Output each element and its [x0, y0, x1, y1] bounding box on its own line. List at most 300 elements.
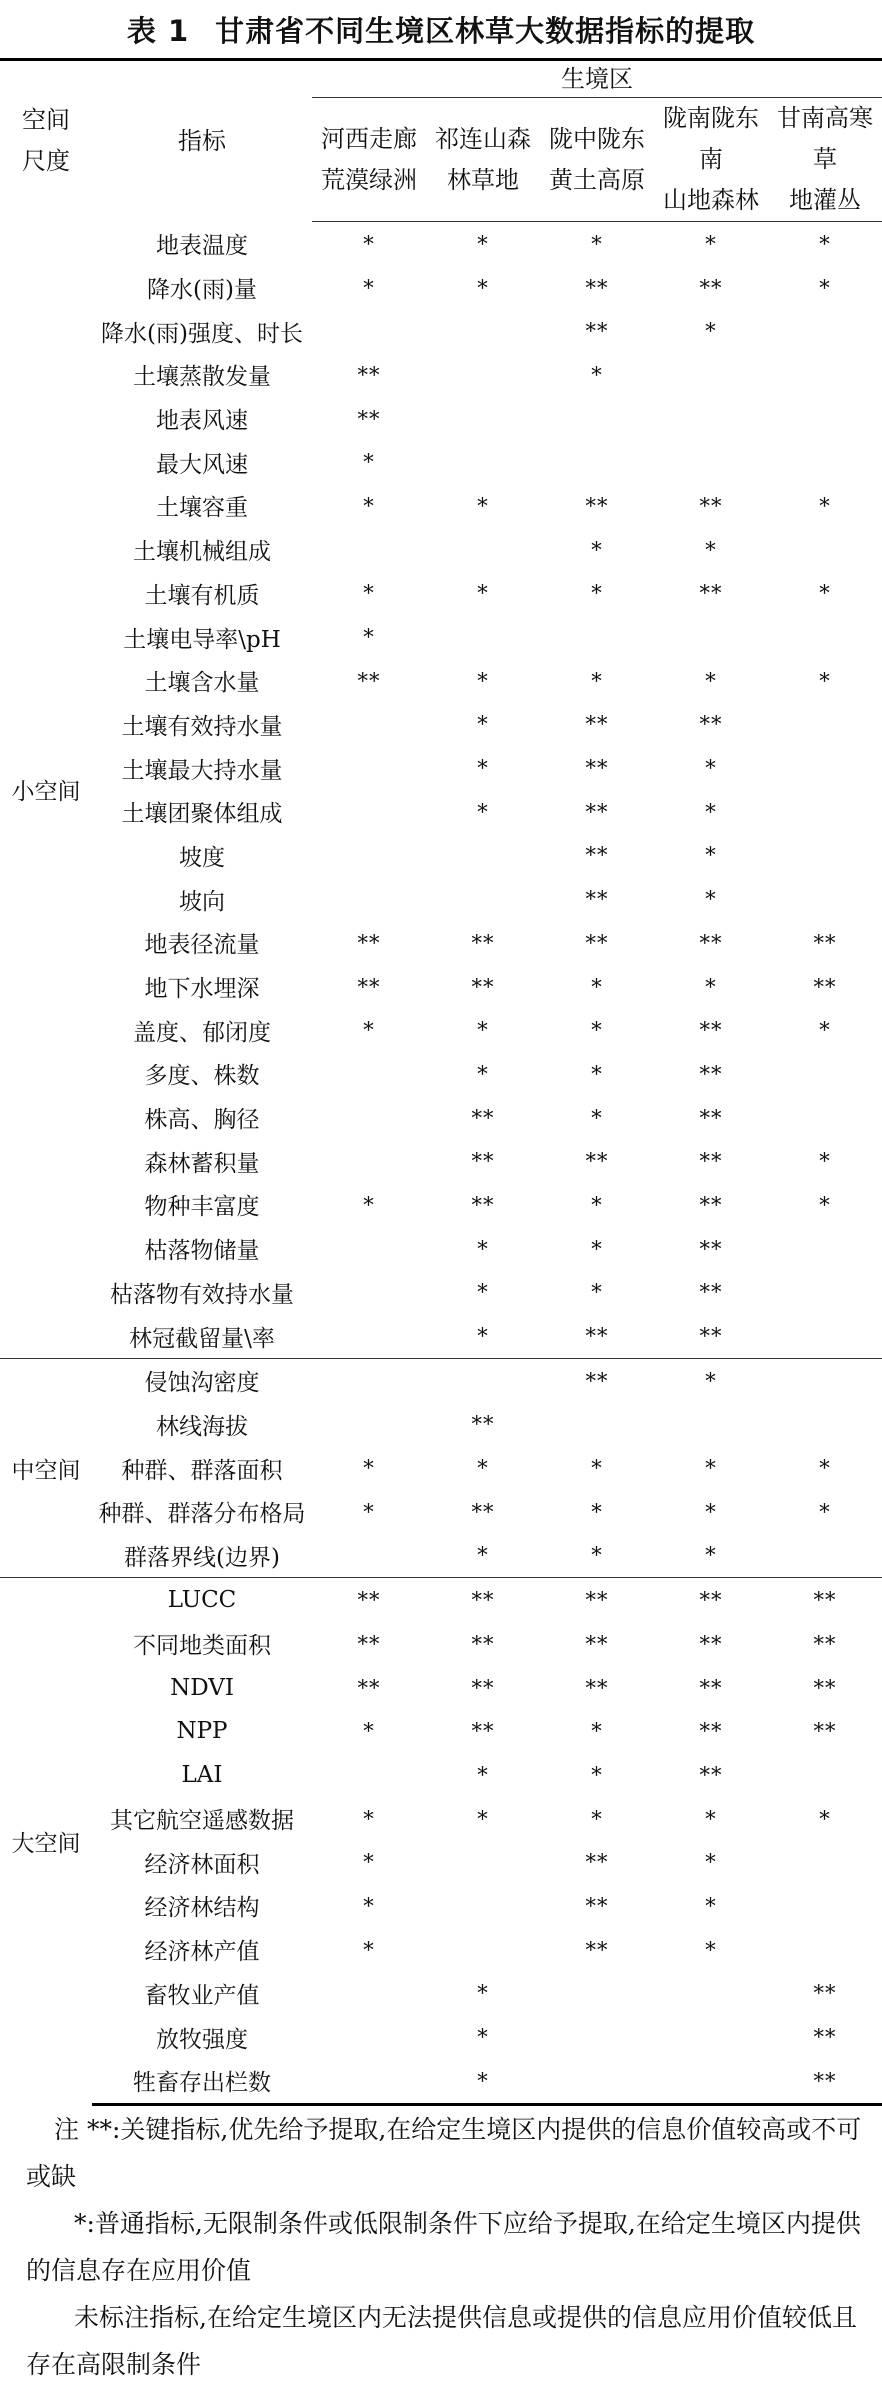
importance-mark	[768, 1052, 882, 1096]
importance-mark: **	[699, 1236, 723, 1261]
importance-mark: *	[363, 493, 375, 518]
importance-mark: *	[819, 231, 831, 256]
importance-mark	[426, 1840, 540, 1884]
importance-mark	[768, 440, 882, 484]
importance-mark	[768, 397, 882, 441]
importance-mark: *	[363, 1456, 375, 1481]
importance-mark: *	[819, 1149, 831, 1174]
indicator-name: LUCC	[92, 1578, 312, 1622]
large-scale-group	[0, 1578, 882, 2104]
importance-mark: *	[477, 2025, 489, 2050]
importance-mark: *	[363, 625, 375, 650]
indicator-name: 坡度	[179, 844, 225, 871]
importance-mark: *	[819, 1192, 831, 1217]
importance-mark: *	[477, 1456, 489, 1481]
indicator-name: 盖度、郁闭度	[133, 1019, 271, 1046]
importance-mark	[426, 877, 540, 921]
importance-mark	[768, 309, 882, 353]
region-header-hexi: 河西走廊 荒漠绿洲	[312, 98, 426, 222]
importance-mark: *	[591, 1018, 603, 1043]
indicator-name: 多度、株数	[144, 1063, 260, 1090]
importance-mark: *	[363, 1719, 375, 1744]
table-row	[0, 703, 882, 747]
indicator-name: 经济林结构	[144, 1895, 260, 1922]
importance-mark: *	[705, 1499, 717, 1524]
importance-mark: *	[591, 1192, 603, 1217]
importance-mark	[654, 615, 768, 659]
importance-mark: *	[477, 1981, 489, 2006]
importance-mark: **	[585, 887, 609, 912]
importance-mark	[312, 1052, 426, 1096]
table-row	[0, 1797, 882, 1841]
importance-mark: **	[813, 1631, 837, 1656]
importance-mark	[426, 528, 540, 572]
region-header-gannan: 甘南高寒草 地灌丛	[768, 98, 882, 222]
importance-mark	[540, 397, 654, 441]
importance-mark	[312, 746, 426, 790]
importance-mark: *	[477, 1324, 489, 1349]
table-row	[0, 1227, 882, 1271]
importance-mark: *	[363, 1893, 375, 1918]
medium-scale-group	[0, 1358, 882, 1577]
region-header-longzhong: 陇中陇东 黄土高原	[540, 98, 654, 222]
table-row	[0, 1666, 882, 1710]
importance-mark: *	[819, 1456, 831, 1481]
importance-mark	[540, 2059, 654, 2104]
importance-mark	[312, 1753, 426, 1797]
importance-mark: **	[471, 1719, 495, 1744]
importance-mark	[426, 1928, 540, 1972]
importance-mark	[312, 1271, 426, 1315]
importance-mark	[540, 615, 654, 659]
table-row	[0, 1840, 882, 1884]
indicator-name: 土壤有机质	[144, 582, 260, 609]
importance-mark: **	[585, 1675, 609, 1700]
table-row	[0, 1271, 882, 1315]
indicator-name: 株高、胸径	[144, 1107, 260, 1134]
importance-mark: **	[585, 1324, 609, 1349]
spatial-scale-cell: 中空间	[0, 1358, 92, 1577]
importance-mark: **	[540, 1578, 654, 1622]
indicator-name: 经济林产值	[144, 1939, 260, 1966]
importance-mark	[312, 1358, 426, 1402]
indicator-name: NPP	[176, 1718, 228, 1745]
note-normal-indicator: *:普通指标,无限制条件或低限制条件下应给予提取,在给定生境区内提供的信息存在应用价值	[26, 2209, 861, 2285]
indicator-name: 侵蚀沟密度	[92, 1358, 312, 1402]
importance-mark	[426, 1884, 540, 1928]
importance-mark: **	[471, 1631, 495, 1656]
importance-mark	[768, 1753, 882, 1797]
importance-mark: **	[813, 1981, 837, 2006]
importance-mark: *	[477, 1762, 489, 1787]
table-row	[0, 1403, 882, 1447]
table-row	[0, 746, 882, 790]
importance-mark: *	[705, 843, 717, 868]
importance-mark: *	[363, 450, 375, 475]
importance-mark: **	[471, 1499, 495, 1524]
indicator-name: 地下水埋深	[144, 976, 260, 1003]
table-row	[0, 397, 882, 441]
importance-mark: **	[768, 2059, 882, 2104]
importance-mark: *	[819, 1499, 831, 1524]
importance-mark: *	[591, 1236, 603, 1261]
importance-mark: *	[591, 581, 603, 606]
importance-mark: **	[699, 275, 723, 300]
indicator-name: 坡向	[179, 888, 225, 915]
importance-mark	[426, 353, 540, 397]
importance-mark: **	[471, 1412, 495, 1437]
importance-mark	[312, 877, 426, 921]
importance-mark: *	[426, 2059, 540, 2104]
importance-mark: *	[591, 1061, 603, 1086]
table-row	[0, 1490, 882, 1534]
importance-mark: *	[819, 581, 831, 606]
importance-mark: *	[705, 1456, 717, 1481]
table-row	[0, 659, 882, 703]
importance-mark	[768, 1314, 882, 1358]
importance-mark: *	[477, 1061, 489, 1086]
importance-mark: *	[705, 1806, 717, 1831]
importance-mark: **	[585, 1937, 609, 1962]
importance-mark: **	[585, 756, 609, 781]
importance-mark: *	[819, 493, 831, 518]
importance-mark	[654, 1972, 768, 2016]
importance-mark: **	[699, 1762, 723, 1787]
table-row	[0, 834, 882, 878]
importance-mark: *	[591, 974, 603, 999]
importance-mark: **	[471, 1149, 495, 1174]
table-row	[0, 1534, 882, 1578]
importance-mark: **	[699, 1018, 723, 1043]
importance-mark: *	[477, 1018, 489, 1043]
importance-mark: *	[363, 275, 375, 300]
importance-mark: **	[585, 1149, 609, 1174]
importance-mark	[768, 1884, 882, 1928]
indicator-name: 土壤容重	[156, 495, 248, 522]
importance-mark: **	[357, 930, 381, 955]
table-row	[0, 921, 882, 965]
importance-mark	[768, 834, 882, 878]
importance-mark	[312, 834, 426, 878]
importance-mark: *	[591, 1280, 603, 1305]
importance-mark: *	[705, 799, 717, 824]
note-unmarked-indicator: 未标注指标,在给定生境区内无法提供信息或提供的信息应用价值较低且存在高限制条件	[26, 2303, 857, 2379]
importance-mark	[654, 2059, 768, 2104]
table-title	[0, 4, 882, 54]
indicator-name: 降水(雨)量	[147, 277, 257, 304]
importance-mark	[768, 877, 882, 921]
table-row	[0, 1139, 882, 1183]
table-row	[0, 1183, 882, 1227]
importance-mark: *	[477, 493, 489, 518]
importance-mark: *	[705, 1937, 717, 1962]
spatial-scale-header: 空间 尺度	[0, 60, 92, 222]
indicator-name: 土壤含水量	[144, 670, 260, 697]
table-notes	[26, 2106, 872, 2388]
importance-mark: *	[477, 799, 489, 824]
importance-mark	[312, 309, 426, 353]
importance-mark: *	[477, 1280, 489, 1305]
importance-mark: *	[705, 756, 717, 781]
indicator-name: 土壤蒸散发量	[133, 364, 271, 391]
importance-mark: **	[312, 1578, 426, 1622]
importance-mark: *	[477, 1806, 489, 1831]
importance-mark: *	[591, 1456, 603, 1481]
importance-mark: *	[477, 581, 489, 606]
table-row	[0, 1358, 882, 1402]
indicator-name: 畜牧业产值	[144, 1982, 260, 2009]
importance-mark: *	[477, 275, 489, 300]
indicator-name: 其它航空遥感数据	[110, 1808, 294, 1835]
indicator-name: 不同地类面积	[133, 1633, 271, 1660]
importance-mark: **	[585, 799, 609, 824]
importance-mark: **	[585, 1893, 609, 1918]
importance-mark: **	[585, 712, 609, 737]
importance-mark	[426, 615, 540, 659]
importance-mark	[654, 440, 768, 484]
importance-mark	[312, 1972, 426, 2016]
table-row	[0, 1753, 882, 1797]
table-row	[0, 528, 882, 572]
importance-mark: **	[699, 1324, 723, 1349]
table-row	[0, 266, 882, 310]
importance-mark: *	[363, 1018, 375, 1043]
indicator-name: 群落界线(边界)	[124, 1544, 280, 1571]
importance-mark: *	[705, 231, 717, 256]
importance-mark: **	[813, 974, 837, 999]
spatial-scale-cell: 小空间	[11, 779, 81, 806]
small-scale-group	[0, 222, 882, 1359]
importance-mark: **	[471, 930, 495, 955]
table-row	[0, 1709, 882, 1753]
importance-mark: *	[705, 974, 717, 999]
importance-mark: *	[705, 537, 717, 562]
table-row	[0, 965, 882, 1009]
indicator-name: 土壤团聚体组成	[121, 801, 283, 828]
indicator-name: 经济林面积	[144, 1851, 260, 1878]
importance-mark	[768, 790, 882, 834]
importance-mark	[426, 1358, 540, 1402]
importance-mark: **	[585, 843, 609, 868]
importance-mark: **	[813, 2025, 837, 2050]
importance-mark	[540, 1403, 654, 1447]
table-row	[0, 1622, 882, 1666]
importance-mark: **	[585, 319, 609, 344]
habitat-region-group-header: 生境区	[312, 60, 882, 98]
importance-mark	[426, 397, 540, 441]
importance-mark: *	[477, 668, 489, 693]
importance-mark: *	[363, 581, 375, 606]
importance-mark	[426, 309, 540, 353]
importance-mark: **	[471, 1675, 495, 1700]
importance-mark	[426, 834, 540, 878]
importance-mark: **	[699, 1061, 723, 1086]
importance-mark	[768, 1840, 882, 1884]
importance-mark: *	[477, 1236, 489, 1261]
table-row	[0, 353, 882, 397]
indicator-name: 放牧强度	[156, 2026, 248, 2053]
table-row	[0, 1928, 882, 1972]
importance-mark: *	[477, 231, 489, 256]
note-key-indicator: 注 **:关键指标,优先给予提取,在给定生境区内提供的信息价值较高或不可或缺	[26, 2115, 862, 2191]
importance-mark	[312, 2015, 426, 2059]
importance-mark: **	[585, 930, 609, 955]
table-row	[0, 440, 882, 484]
importance-mark	[768, 353, 882, 397]
importance-mark: *	[591, 362, 603, 387]
table-row	[0, 1446, 882, 1490]
importance-mark: **	[699, 1719, 723, 1744]
indicator-name: 枯落物有效持水量	[110, 1281, 294, 1308]
importance-mark: *	[819, 1806, 831, 1831]
importance-mark	[768, 1227, 882, 1271]
importance-mark: *	[363, 1850, 375, 1875]
table-row	[0, 1884, 882, 1928]
importance-mark: **	[768, 1578, 882, 1622]
importance-mark	[540, 2015, 654, 2059]
importance-mark: **	[699, 1149, 723, 1174]
importance-mark: *	[705, 1543, 717, 1568]
importance-mark	[768, 1271, 882, 1315]
importance-mark: **	[699, 930, 723, 955]
indicator-name: 种群、群落分布格局	[98, 1501, 306, 1528]
importance-mark	[768, 703, 882, 747]
indicator-name: 枯落物储量	[144, 1238, 260, 1265]
table-row	[0, 1578, 882, 1622]
table-row	[0, 877, 882, 921]
importance-mark: **	[357, 668, 381, 693]
indicator-name: 地表径流量	[144, 932, 260, 959]
importance-mark: **	[813, 930, 837, 955]
importance-mark: **	[585, 1631, 609, 1656]
region-header-longnan: 陇南陇东南 山地森林	[654, 98, 768, 222]
table-row	[0, 309, 882, 353]
table-row	[0, 1008, 882, 1052]
importance-mark: *	[591, 1543, 603, 1568]
importance-mark: *	[705, 668, 717, 693]
importance-mark: *	[591, 1806, 603, 1831]
importance-mark: *	[363, 1806, 375, 1831]
indicator-name: 土壤机械组成	[133, 539, 271, 566]
importance-mark: **	[357, 406, 381, 431]
importance-mark: *	[705, 319, 717, 344]
importance-mark: *	[363, 1192, 375, 1217]
importance-mark: **	[540, 1358, 654, 1402]
table-row	[0, 2015, 882, 2059]
importance-mark: *	[819, 1018, 831, 1043]
importance-mark: *	[477, 756, 489, 781]
indicator-name: NDVI	[170, 1674, 234, 1701]
indicator-name: 物种丰富度	[144, 1194, 260, 1221]
importance-mark: *	[591, 231, 603, 256]
importance-mark: *	[819, 275, 831, 300]
importance-mark	[312, 2059, 426, 2104]
indicator-name: 地表风速	[156, 408, 248, 435]
importance-mark: **	[357, 974, 381, 999]
importance-mark: **	[654, 1578, 768, 1622]
importance-mark: **	[471, 974, 495, 999]
table-row	[0, 572, 882, 616]
importance-mark: **	[699, 1192, 723, 1217]
indicator-name: 森林蓄积量	[144, 1150, 260, 1177]
importance-mark: **	[699, 712, 723, 737]
importance-mark	[312, 1314, 426, 1358]
importance-mark: **	[585, 493, 609, 518]
table-row	[0, 1972, 882, 2016]
importance-mark: **	[357, 362, 381, 387]
importance-mark: **	[699, 1675, 723, 1700]
importance-mark	[540, 440, 654, 484]
importance-mark: **	[699, 1631, 723, 1656]
table-row	[0, 222, 882, 266]
importance-mark	[768, 1358, 882, 1402]
importance-mark	[768, 1534, 882, 1578]
importance-mark: **	[699, 1280, 723, 1305]
importance-mark	[768, 1928, 882, 1972]
importance-mark: *	[363, 231, 375, 256]
indicator-name: 土壤电导率\pH	[123, 626, 281, 653]
importance-mark: **	[813, 1719, 837, 1744]
importance-mark: **	[357, 1675, 381, 1700]
indicator-name: 牲畜存出栏数	[92, 2059, 312, 2104]
table-row	[0, 484, 882, 528]
indicator-name: 地表温度	[156, 233, 248, 260]
indicator-name: 种群、群落面积	[121, 1457, 283, 1484]
importance-mark	[312, 790, 426, 834]
spatial-scale-cell: 大空间	[0, 1578, 92, 2104]
importance-mark: *	[591, 1499, 603, 1524]
indicator-table	[0, 58, 882, 2106]
importance-mark	[312, 1096, 426, 1140]
importance-mark: *	[477, 712, 489, 737]
indicator-name: 林冠截留量\率	[129, 1325, 275, 1352]
importance-mark	[312, 1227, 426, 1271]
indicator-name: 土壤有效持水量	[121, 713, 283, 740]
importance-mark	[540, 1972, 654, 2016]
importance-mark	[768, 528, 882, 572]
importance-mark: *	[819, 668, 831, 693]
indicator-name: 林线海拔	[156, 1413, 248, 1440]
table-row	[0, 2059, 882, 2104]
importance-mark: *	[705, 1893, 717, 1918]
importance-mark: *	[705, 1850, 717, 1875]
importance-mark: **	[699, 581, 723, 606]
importance-mark: **	[471, 1192, 495, 1217]
importance-mark: **	[471, 1105, 495, 1130]
importance-mark: **	[813, 1675, 837, 1700]
importance-mark: **	[585, 1850, 609, 1875]
importance-mark	[312, 1139, 426, 1183]
region-header-qilian: 祁连山森 林草地	[426, 98, 540, 222]
importance-mark: *	[363, 1937, 375, 1962]
importance-mark	[768, 746, 882, 790]
indicator-header: 指标	[92, 60, 312, 222]
importance-mark: **	[357, 1631, 381, 1656]
importance-mark: *	[363, 1499, 375, 1524]
importance-mark	[312, 703, 426, 747]
importance-mark	[312, 528, 426, 572]
importance-mark	[768, 615, 882, 659]
indicator-name: 最大风速	[156, 451, 248, 478]
table-row	[0, 1096, 882, 1140]
importance-mark	[426, 440, 540, 484]
importance-mark	[654, 397, 768, 441]
importance-mark: **	[585, 275, 609, 300]
importance-mark	[312, 1534, 426, 1578]
importance-mark	[768, 1403, 882, 1447]
table-row	[0, 790, 882, 834]
importance-mark: *	[591, 668, 603, 693]
